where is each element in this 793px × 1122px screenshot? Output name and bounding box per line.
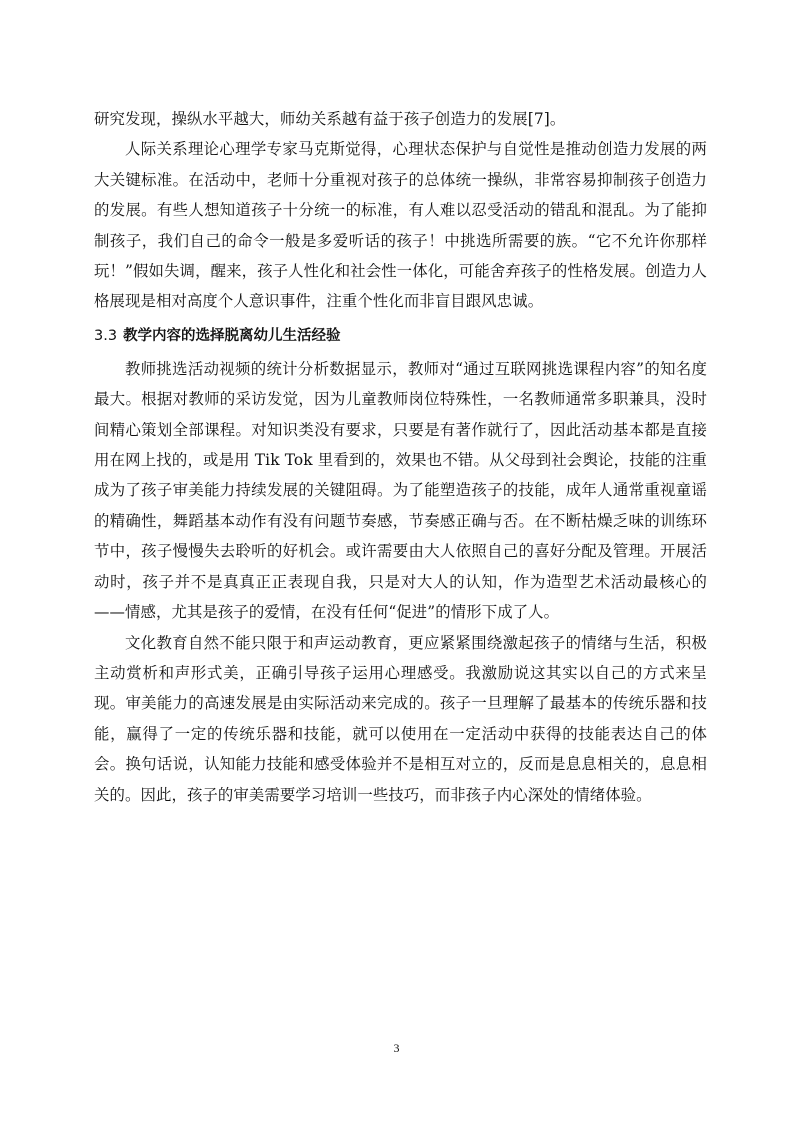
page-number: 3 (393, 1041, 400, 1055)
section-title: 教学内容的选择脱离幼儿生活经验 (123, 327, 341, 344)
paragraph-1: 研究发现，操纵水平越大，师幼关系越有益于孩子创造力的发展[7]。 (94, 110, 566, 128)
paragraph-3: 教师挑选活动视频的统计分析数据显示，教师对“通过互联网挑选课程内容”的知名度最大。根据对教师的采访发觉，因为儿童教师岗位特殊性，一名教师通常多职兼具，没时间精心策划全部课程。对知识类没有要求，只要是有著作就行了，因此活动基本都是直接用在网上找的，或是用 Tik Tok 里看到的，效果也不错。从父母到社会舆论，技能的注重成为了孩子审美能力持续发展的关键阻碍。为了能塑造孩子的技能，成年人通常重视童谣的精确性，舞蹈基本动作有没有问题节奏感，节奏感正确与否。在不断枯燥乏味的训练环节中，孩子慢慢失去聆听的好机会。或许需要由大人依照自己的喜好分配及管理。开展活动时，孩子并不是真真正正表现自我，只是对大人的认知，作为造型艺术活动最核心的——情感，尤其是孩子的爱情，在没有任何“促进”的情形下成了人。 (94, 359, 707, 622)
section-heading (94, 321, 707, 351)
section-number: 3.3 (94, 327, 118, 344)
paragraph-2: 人际关系理论心理学专家马克斯觉得，心理状态保护与自觉性是推动创造力发展的两大关键标准。在活动中，老师十分重视对孩子的总体统一操纵，非常容易抑制孩子创造力的发展。有些人想知道孩子十分统一的标准，有人难以忍受活动的错乱和混乱。为了能抑制孩子，我们自己的命令一般是多爱听话的孩子！中挑选所需要的族。“它不允许你那样玩！”假如失调，醒来，孩子人性化和社会性一体化，可能舍弃孩子的性格发展。创造力人格展现是相对高度个人意识事件，注重个性化而非盲目跟风忠诚。 (94, 140, 707, 311)
document-page (94, 104, 707, 810)
paragraph-4: 文化教育自然不能只限于和声运动教育，更应紧紧围绕激起孩子的情绪与生活，积极主动赏析和声形式美，正确引导孩子运用心理感受。我激励说这其实以自己的方式来呈现。审美能力的高速发展是由实际活动来完成的。孩子一旦理解了最基本的传统乐器和技能，赢得了一定的传统乐器和技能，就可以使用在一定活动中获得的技能表达自己的体会。换句话说，认知能力技能和感受体验并不是相互对立的，反而是息息相关的，息息相关的。因此，孩子的审美需要学习培训一些技巧，而非孩子内心深处的情绪体验。 (94, 633, 707, 804)
